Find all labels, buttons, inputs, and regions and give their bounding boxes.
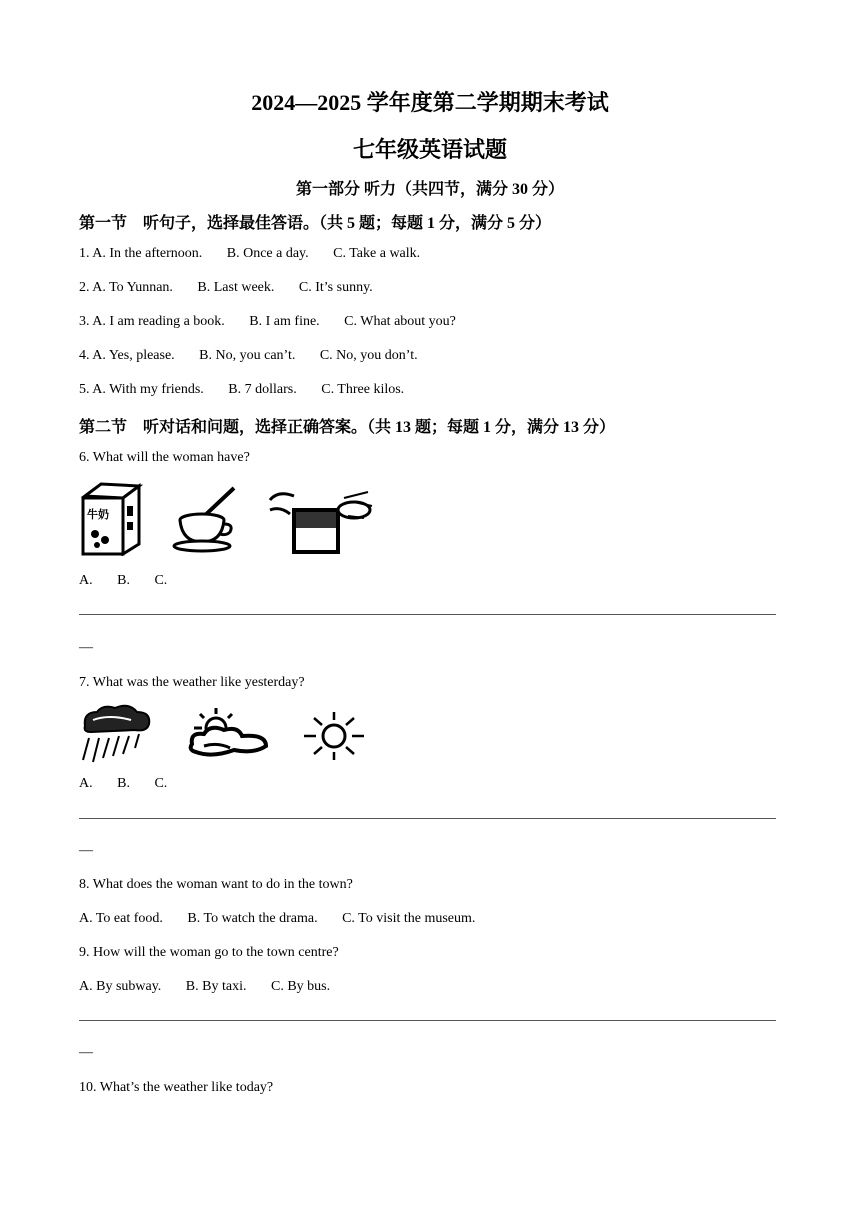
question-6: 6. What will the woman have? bbox=[79, 450, 250, 465]
answer-line-end: — bbox=[79, 1045, 93, 1060]
exam-title: 2024—2025 学年度第二学期期末考试 bbox=[251, 90, 609, 115]
sunny-icon bbox=[300, 710, 368, 762]
question-9-options: A. By subway. B. By taxi. C. By bus. bbox=[79, 979, 331, 994]
svg-text:牛奶: 牛奶 bbox=[87, 508, 109, 521]
question-3: 3. A. I am reading a book. B. I am fine. C. What about you? bbox=[79, 314, 456, 329]
part-heading: 第一部分 听力（共四节，满分 30 分） bbox=[295, 181, 564, 198]
question-9: 9. How will the woman go to the town centre? bbox=[79, 945, 339, 960]
exam-subtitle: 七年级英语试题 bbox=[352, 137, 507, 162]
question-10: 10. What’s the weather like today? bbox=[79, 1080, 274, 1095]
question-1: 1. A. In the afternoon. B. Once a day. C. Take a walk. bbox=[79, 246, 421, 261]
question-8: 8. What does the woman want to do in the town? bbox=[79, 877, 353, 892]
answer-line bbox=[79, 614, 776, 615]
question-4: 4. A. Yes, please. B. No, you can’t. C. No, you don’t. bbox=[79, 348, 418, 363]
section1-heading: 第一节 听句子，选择最佳答语。（共 5 题；每题 1 分，满分 5 分） bbox=[79, 215, 552, 232]
milk-carton-icon bbox=[79, 482, 143, 556]
tea-icon bbox=[268, 488, 378, 556]
answer-line bbox=[79, 818, 776, 819]
question-2: 2. A. To Yunnan. B. Last week. C. It’s sunny. bbox=[79, 280, 373, 295]
answer-line bbox=[79, 1020, 776, 1021]
question-7: 7. What was the weather like yesterday? bbox=[79, 675, 305, 690]
question-6-options: A. B. C. bbox=[79, 573, 168, 588]
coffee-cup-icon bbox=[170, 484, 240, 554]
question-7-options: A. B. C. bbox=[79, 776, 168, 791]
cloudy-icon bbox=[182, 706, 270, 762]
rainy-icon bbox=[79, 702, 155, 766]
question-5: 5. A. With my friends. B. 7 dollars. C. Three kilos. bbox=[79, 382, 405, 397]
question-8-options: A. To eat food. B. To watch the drama. C. To visit the museum. bbox=[79, 911, 476, 926]
answer-line-end: — bbox=[79, 843, 93, 858]
section2-heading: 第二节 听对话和问题，选择正确答案。（共 13 题；每题 1 分，满分 13 分） bbox=[79, 419, 616, 436]
answer-line-end: — bbox=[79, 640, 93, 655]
